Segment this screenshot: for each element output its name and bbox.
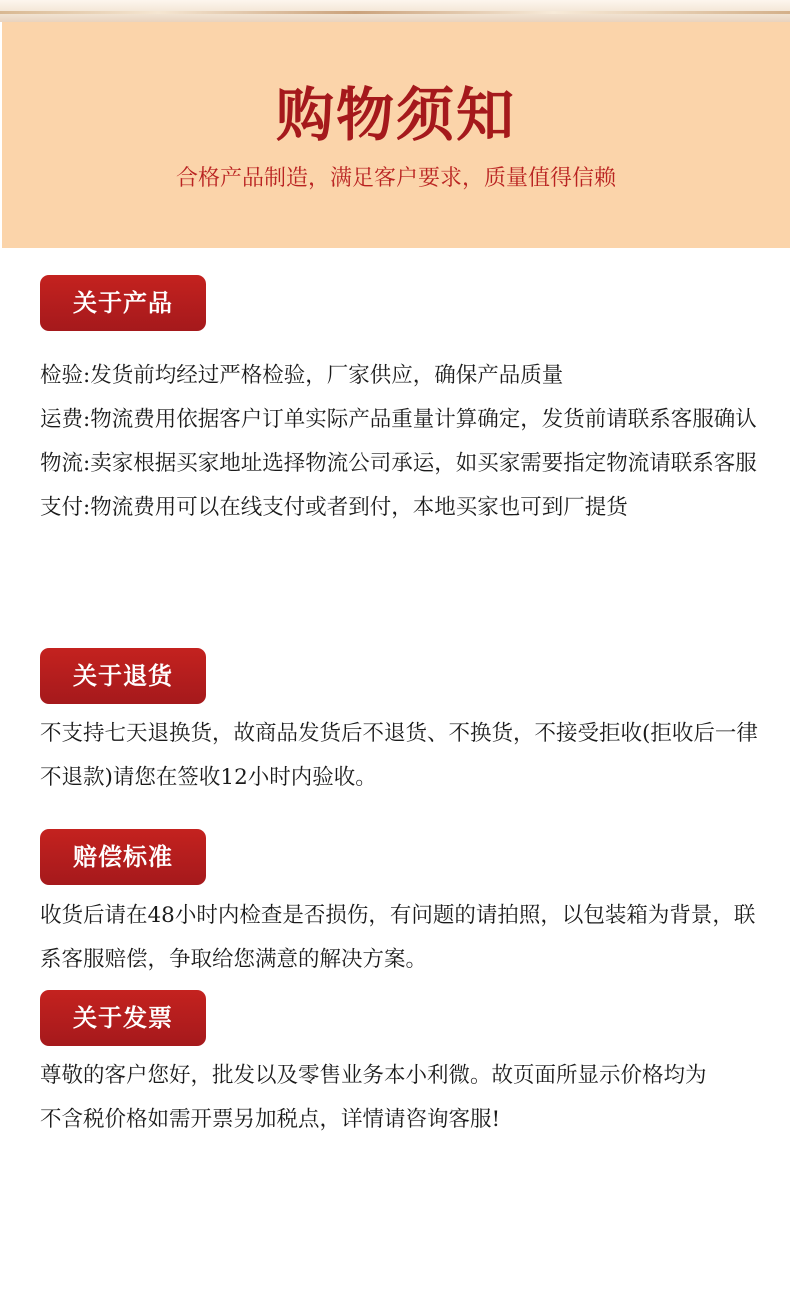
section-body-product	[40, 354, 775, 530]
product-line-logistics: 物流:卖家根据买家地址选择物流公司承运，如买家需要指定物流请联系客服	[40, 451, 757, 476]
section-title-compensation: 赔偿标准	[40, 829, 206, 885]
invoice-line: 尊敬的客户您好，批发以及零售业务本小利微。故页面所显示价格均为不含税价格如需开票另加税点，详情请咨询客服!	[40, 1063, 707, 1132]
header-banner	[2, 22, 790, 248]
section-title-invoice: 关于发票	[40, 990, 206, 1046]
product-line-shipping-fee: 运费:物流费用依据客户订单实际产品重量计算确定，发货前请联系客服确认	[40, 407, 757, 432]
page-title: 购物须知	[275, 81, 516, 149]
decorative-gold-line	[0, 11, 790, 14]
product-line-inspection: 检验:发货前均经过严格检验，厂家供应，确保产品质量	[40, 363, 564, 388]
section-body-invoice	[40, 1054, 720, 1142]
decorative-top-border	[0, 0, 790, 22]
section-body-returns	[40, 712, 775, 800]
section-title-product: 关于产品	[40, 275, 206, 331]
compensation-line: 收货后请在48小时内检查是否损伤，有问题的请拍照，以包装箱为背景，联系客服赔偿，争取给您满意的解决方案。	[40, 903, 756, 972]
section-body-compensation	[40, 894, 775, 982]
page-subtitle: 合格产品制造，满足客户要求，质量值得信赖	[175, 166, 616, 191]
product-line-payment: 支付:物流费用可以在线支付或者到付，本地买家也可到厂提货	[40, 495, 628, 520]
returns-line: 不支持七天退换货，故商品发货后不退货、不换货，不接受拒收(拒收后一律不退款)请您在签收12小时内验收。	[40, 721, 758, 790]
section-title-returns: 关于退货	[40, 648, 206, 704]
